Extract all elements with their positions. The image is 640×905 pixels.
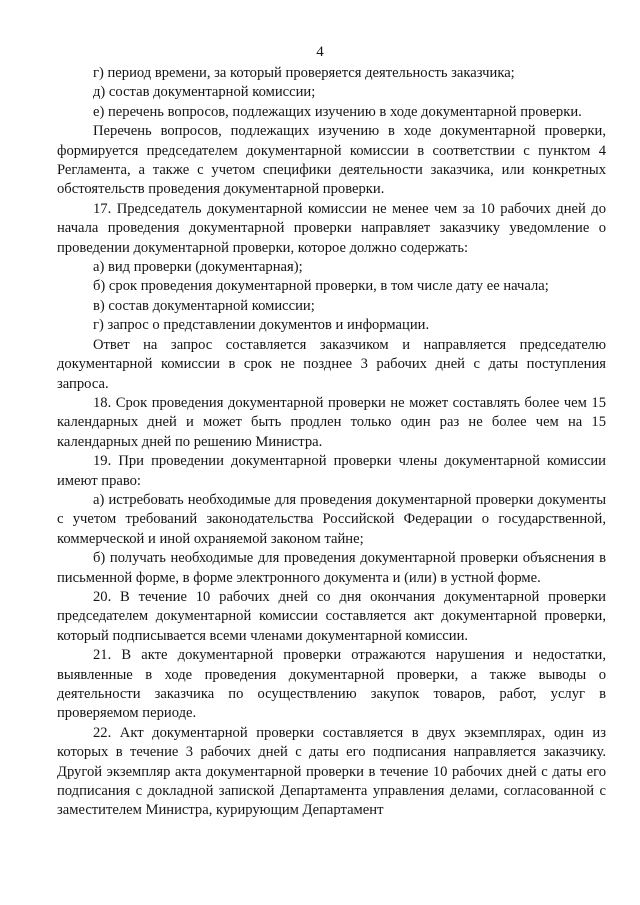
list-item-d-commission: д) состав документарной комиссии;	[93, 84, 316, 101]
list-item-g-period: г) период времени, за который проверяется деятельность заказчика;	[93, 65, 515, 81]
paragraph-21: 21. В акте документарной проверки отражаются нарушения и недостатки, выявленные в ходе проведения документарной проверки, а также выводы о деятельности заказчика по осуществлению закупок товаров, работ, услуг в проверяемом периоде.	[57, 647, 606, 722]
list-item-g-request: г) запрос о представлении документов и информации.	[93, 317, 430, 334]
list-item-b-term: б) срок проведения документарной проверки, в том числе дату ее начала;	[93, 278, 549, 295]
paragraph-20: 20. В течение 10 рабочих дней со дня окончания документарной проверки председателем документарной комиссии составляется акт документарной проверки, который подписывается всеми членами документарной комиссии.	[57, 588, 606, 644]
paragraph-17: 17. Председатель документарной комиссии не менее чем за 10 рабочих дней до начала проведения документарной проверки направляет заказчику уведомление о проведении документарной проверки, которое должно содержать:	[57, 200, 606, 256]
paragraph-22: 22. Акт документарной проверки составляется в двух экземплярах, один из которых в течение 3 рабочих дней с даты его подписания направляется заказчику. Другой экземпляр акта документарной проверки в течение 10 рабочих дней с даты его подписания с докладной запиской Департамента управления делами, согласованной с заместителем Министра, курирующим Департамент	[57, 724, 606, 819]
paragraph-18: 18. Срок проведения документарной проверки не может составлять более чем 15 календарных дней и может быть продлен только один раз не более чем на 15 календарных дней по решению Министра.	[57, 394, 606, 450]
list-item-b-explanations: б) получать необходимые для проведения документарной проверки объяснения в письменной форме, в форме электронного документа и (или) в устной форме.	[57, 550, 606, 586]
paragraph-questions-list: Перечень вопросов, подлежащих изучению в ходе документарной проверки, формируется председателем документарной комиссии в соответствии с пунктом 4 Регламента, а также с учетом специфики деятельности заказчика, или конкретных обстоятельств проведения документарной проверки.	[57, 123, 606, 198]
list-item-a-request-docs: а) истребовать необходимые для проведения документарной проверки документы с учетом требований законодательства Российской Федерации о государственной, коммерческой и иной охраняемой законом тайне;	[57, 491, 606, 547]
paragraph-response: Ответ на запрос составляется заказчиком и направляется председателю документарной комиссии в срок не позднее 3 рабочих дней с даты поступления запроса.	[57, 336, 606, 392]
list-item-a-type: а) вид проверки (документарная);	[93, 259, 303, 276]
list-item-v-composition: в) состав документарной комиссии;	[93, 297, 315, 314]
paragraph-19: 19. При проведении документарной проверки члены документарной комиссии имеют право:	[57, 453, 606, 489]
list-item-e-questions: е) перечень вопросов, подлежащих изучению в ходе документарной проверки.	[93, 103, 582, 120]
document-body	[57, 64, 606, 821]
page-number: 4	[316, 44, 324, 60]
